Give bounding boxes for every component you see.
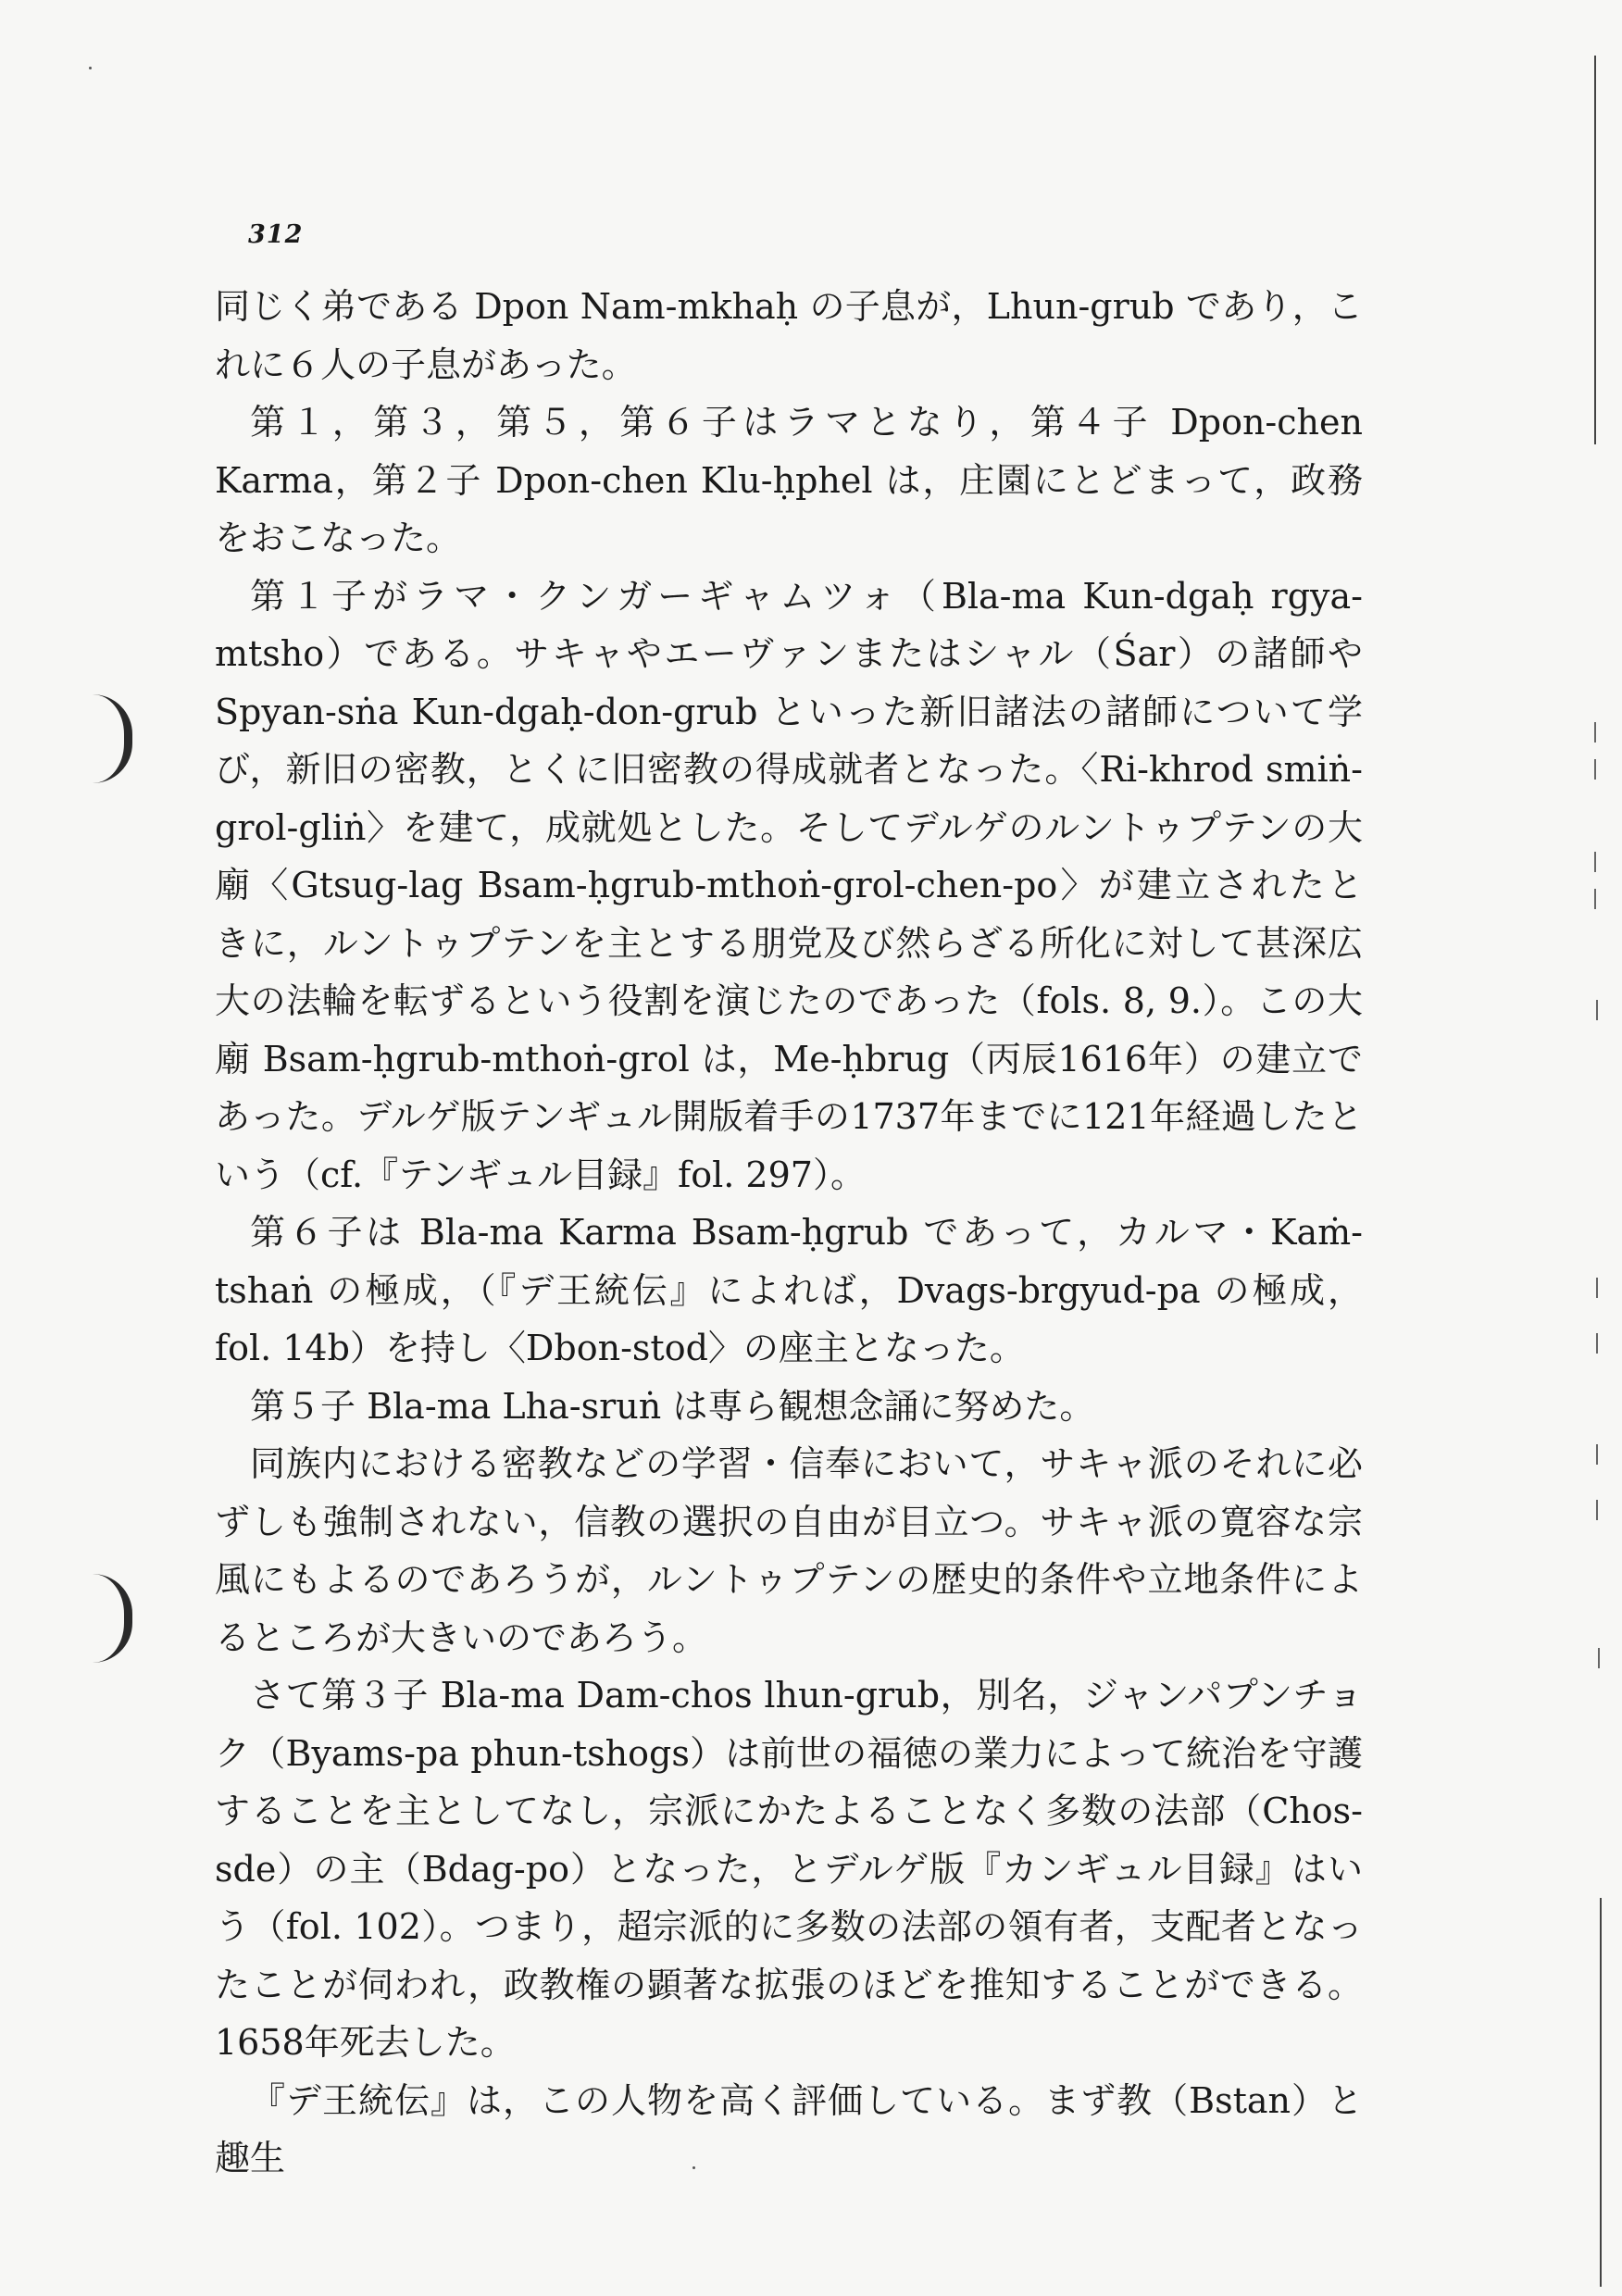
paragraph-1: 同じく弟である Dpon Nam-mkhaḥ の子息が，Lhun-grub であり，これに６人の子息があった。 bbox=[215, 286, 1363, 385]
scan-edge-dash bbox=[1596, 1333, 1598, 1354]
paragraph-4: 第６子は Bla-ma Karma Bsam-ḥgrub であって，カルマ・Kaṁ-tshaṅ の極成，（『デ王統伝』によれば，Dvags-brgyud-pa の極成，fol. 14b）を持し〈Dbon-stod〉の座主となった。 bbox=[215, 1212, 1363, 1368]
scan-edge-line-top bbox=[1594, 56, 1596, 444]
scan-edge-dash bbox=[1594, 852, 1596, 872]
scan-edge-dash bbox=[1596, 1278, 1598, 1298]
paragraph-3: 第１子がラマ・クンガーギャムツォ（Bla-ma Kun-dgaḥ rgya-mtsho）である。サキャやエーヴァンまたはシャル（Śar）の諸師や Spyan-sṅa Kun-dgaḥ-don-grub といった新旧諸法の諸師について学び，新旧の密教，とくに旧密教の得成就者となった。〈Ri-khrod smiṅ-grol-gliṅ〉を建て，成就処とした。そしてデルゲのルントゥプテンの大廟〈Gtsug-lag Bsam-ḥgrub-mthoṅ-grol-chen-po〉が建立されたときに，ルントゥプテンを主とする朋党及び然らざる所化に対して甚深広大の法輪を転ずるという役割を演じたのであった（fols. 8, 9.）。この大廟 Bsam-ḥgrub-mthoṅ-grol は，Me-ḥbrug（丙辰1616年）の建立であった。デルゲ版テンギュル開版着手の1737年までに121年経過したという（cf.『テンギュル目録』fol. 297）。 bbox=[215, 575, 1363, 1195]
paragraph-2: 第１，第３，第５，第６子はラマとなり，第４子 Dpon-chen Karma，第２子 Dpon-chen Klu-ḥphel は，庄園にとどまって，政務をおこなった。 bbox=[215, 402, 1363, 558]
scan-speck bbox=[89, 67, 92, 69]
scan-edge-dash bbox=[1594, 889, 1596, 909]
binder-hole-mark-lower bbox=[93, 1574, 132, 1663]
binder-hole-mark-upper bbox=[93, 694, 132, 783]
scan-edge-dash bbox=[1596, 1500, 1598, 1520]
scan-edge-dash bbox=[1594, 759, 1596, 780]
paragraph-6: 同族内における密教などの学習・信奉において，サキャ派のそれに必ずしも強制されない，信教の選択の自由が目立つ。サキャ派の寛容な宗風にもよるのであろうが，ルントゥプテンの歴史的条件や立地条件によるところが大きいのであろう。 bbox=[215, 1443, 1363, 1658]
paragraph-8: 『デ王統伝』は，この人物を高く評価している。まず教（Bstan）と趣生 bbox=[215, 2079, 1363, 2178]
scan-edge-line-bottom bbox=[1600, 1898, 1602, 2287]
body-text bbox=[215, 278, 1363, 2188]
scan-edge-dash bbox=[1596, 1444, 1598, 1465]
scan-edge-dash bbox=[1598, 1648, 1600, 1668]
scan-edge-dash bbox=[1594, 722, 1596, 742]
page-number: 312 bbox=[248, 220, 304, 249]
paragraph-5: 第５子 Bla-ma Lha-sruṅ は専ら観想念誦に努めた。 bbox=[250, 1385, 1095, 1427]
paragraph-7: さて第３子 Bla-ma Dam-chos lhun-grub，別名，ジャンパプンチョク（Byams-pa phun-tshogs）は前世の福徳の業力によって統治を守護することを主としてなし，宗派にかたよることなく多数の法部（Chos-sde）の主（Bdag-po）となった，とデルゲ版『カンギュル目録』はいう（fol. 102）。つまり，超宗派的に多数の法部の領有者，支配者となったことが伺われ，政教権の顕著な拡張のほどを推知することができる。1658年死去した。 bbox=[215, 1675, 1363, 2063]
scan-edge-dash bbox=[1596, 1000, 1598, 1020]
